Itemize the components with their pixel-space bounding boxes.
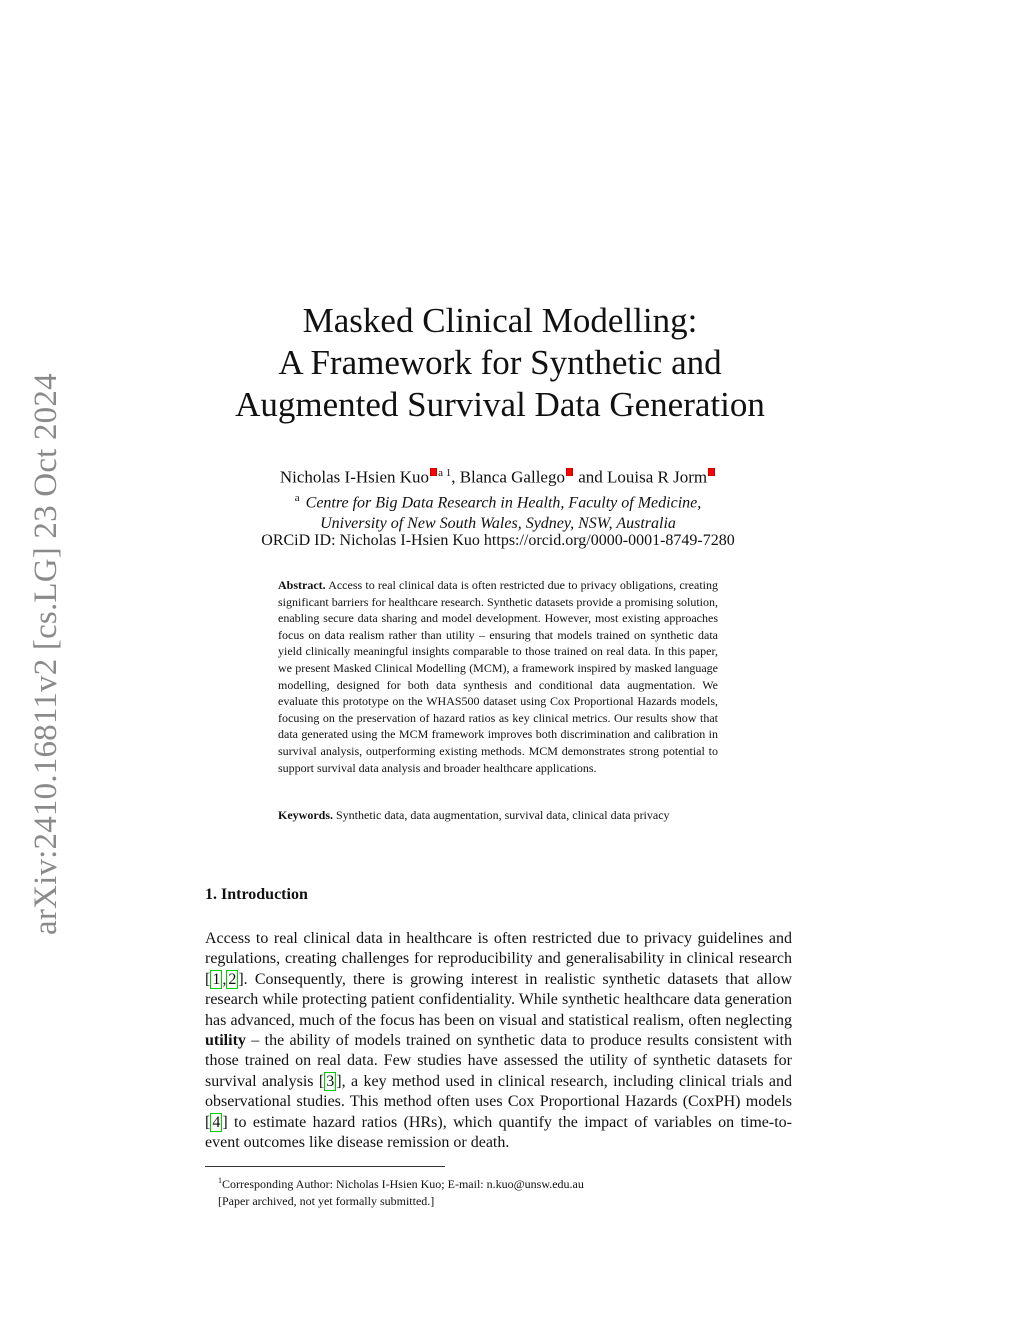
- abstract-text: Access to real clinical data is often restricted due to privacy obligations, creating significant barriers for healthcare research. Synthetic datasets provide a promising solution, enabling secure data sharing and model development. However, most existing approaches focus on data realism rather than utility – ensuring that models trained on synthetic data yield clinically meaningful insights comparable to those trained on real data. In this paper, we present Masked Clinical Modelling (MCM), a framework inspired by masked language modelling, designed for both data synthesis and conditional data augmentation. We evaluate this prototype on the WHAS500 dataset using Cox Proportional Hazards models, focusing on the preservation of hazard ratios as key clinical metrics. Our results show that data generated using the MCM framework improves both discrimination and calibration in survival analysis, outperforming existing methods. MCM demonstrates strong potential to support survival data analysis and broader healthcare applications.: [278, 578, 718, 775]
- orcid-icon[interactable]: [430, 468, 437, 476]
- footnotes: [218, 1172, 798, 1210]
- section-heading-introduction: 1. Introduction: [205, 886, 308, 903]
- author-1-name: Nicholas I-Hsien Kuo: [279, 467, 430, 487]
- orcid-icon[interactable]: [566, 468, 573, 476]
- orcid-icon[interactable]: [708, 468, 715, 476]
- citation-link[interactable]: 2: [228, 970, 237, 988]
- arxiv-identifier-stamp: arXiv:2410.16811v2 [cs.LG] 23 Oct 2024: [28, 373, 64, 935]
- affiliation-line-2: University of New South Wales, Sydney, NSW, Australia: [320, 515, 676, 533]
- paper-title: [0, 300, 1000, 426]
- intro-text-5: ] to estimate hazard ratios (HRs), which quantify the impact of variables on time-to-event outcomes like disease remission or death.: [205, 1113, 792, 1152]
- affiliation-line-1: Centre for Big Data Research in Health, Faculty of Medicine,: [305, 494, 702, 512]
- author-list: [0, 462, 996, 489]
- footnote-divider: [205, 1166, 445, 1167]
- keywords-label: Keywords.: [278, 808, 333, 822]
- author-2-name: , Blanca Gallego: [451, 467, 565, 487]
- footnote-1-text: Corresponding Author: Nicholas I-Hsien Kuo; E-mail: n.kuo@unsw.edu.au: [222, 1177, 584, 1191]
- abstract: [278, 577, 718, 776]
- footnote-mark: 1: [218, 1176, 222, 1185]
- keywords-text: Synthetic data, data augmentation, survival data, clinical data privacy: [336, 808, 670, 822]
- intro-text-1: Access to real clinical data in healthcare is often restricted due to privacy guidelines and regulations, creating challenges for reproducibility and generalisability in clinical research [: [205, 930, 792, 988]
- footnote-2: [Paper archived, not yet formally submitted.]: [218, 1194, 435, 1208]
- affiliation-marker: a: [294, 492, 300, 504]
- title-line-3: Augmented Survival Data Generation: [235, 385, 765, 424]
- title-line-2: A Framework for Synthetic and: [278, 343, 722, 382]
- title-line-1: Masked Clinical Modelling:: [302, 301, 698, 340]
- keywords: [278, 807, 738, 823]
- intro-text-4: ], a key method used in clinical research, including clinical trials and observational studies. This method often uses Cox Proportional Hazards (CoxPH) models [: [205, 1072, 792, 1131]
- introduction-paragraph: [205, 929, 792, 1153]
- citation-separator: ,: [222, 970, 227, 988]
- intro-text-2: ]. Consequently, there is growing interest in realistic synthetic datasets that allow research while protecting patient confidentiality. While synthetic healthcare data generation has advanced, much of the focus has been on visual and statistical realism, often neglecting: [205, 970, 792, 1029]
- author-1-marks: a 1: [438, 467, 452, 479]
- abstract-label: Abstract.: [278, 578, 326, 592]
- emphasis-utility: utility: [205, 1032, 246, 1050]
- affiliation: [0, 488, 996, 534]
- citation-link[interactable]: 4: [212, 1113, 221, 1131]
- footnote-1: [218, 1172, 798, 1193]
- intro-text-3: – the ability of models trained on synthetic data to produce results consistent with those trained on real data. Few studies have assessed the utility of synthetic datasets for survival analysis [: [205, 1032, 792, 1090]
- orcid-line[interactable]: ORCiD ID: Nicholas I-Hsien Kuo https://orcid.org/0000-0001-8749-7280: [261, 532, 735, 549]
- author-3-name: and Louisa R Jorm: [573, 467, 708, 487]
- citation-link[interactable]: 1: [212, 970, 221, 988]
- citation-link[interactable]: 3: [326, 1072, 335, 1090]
